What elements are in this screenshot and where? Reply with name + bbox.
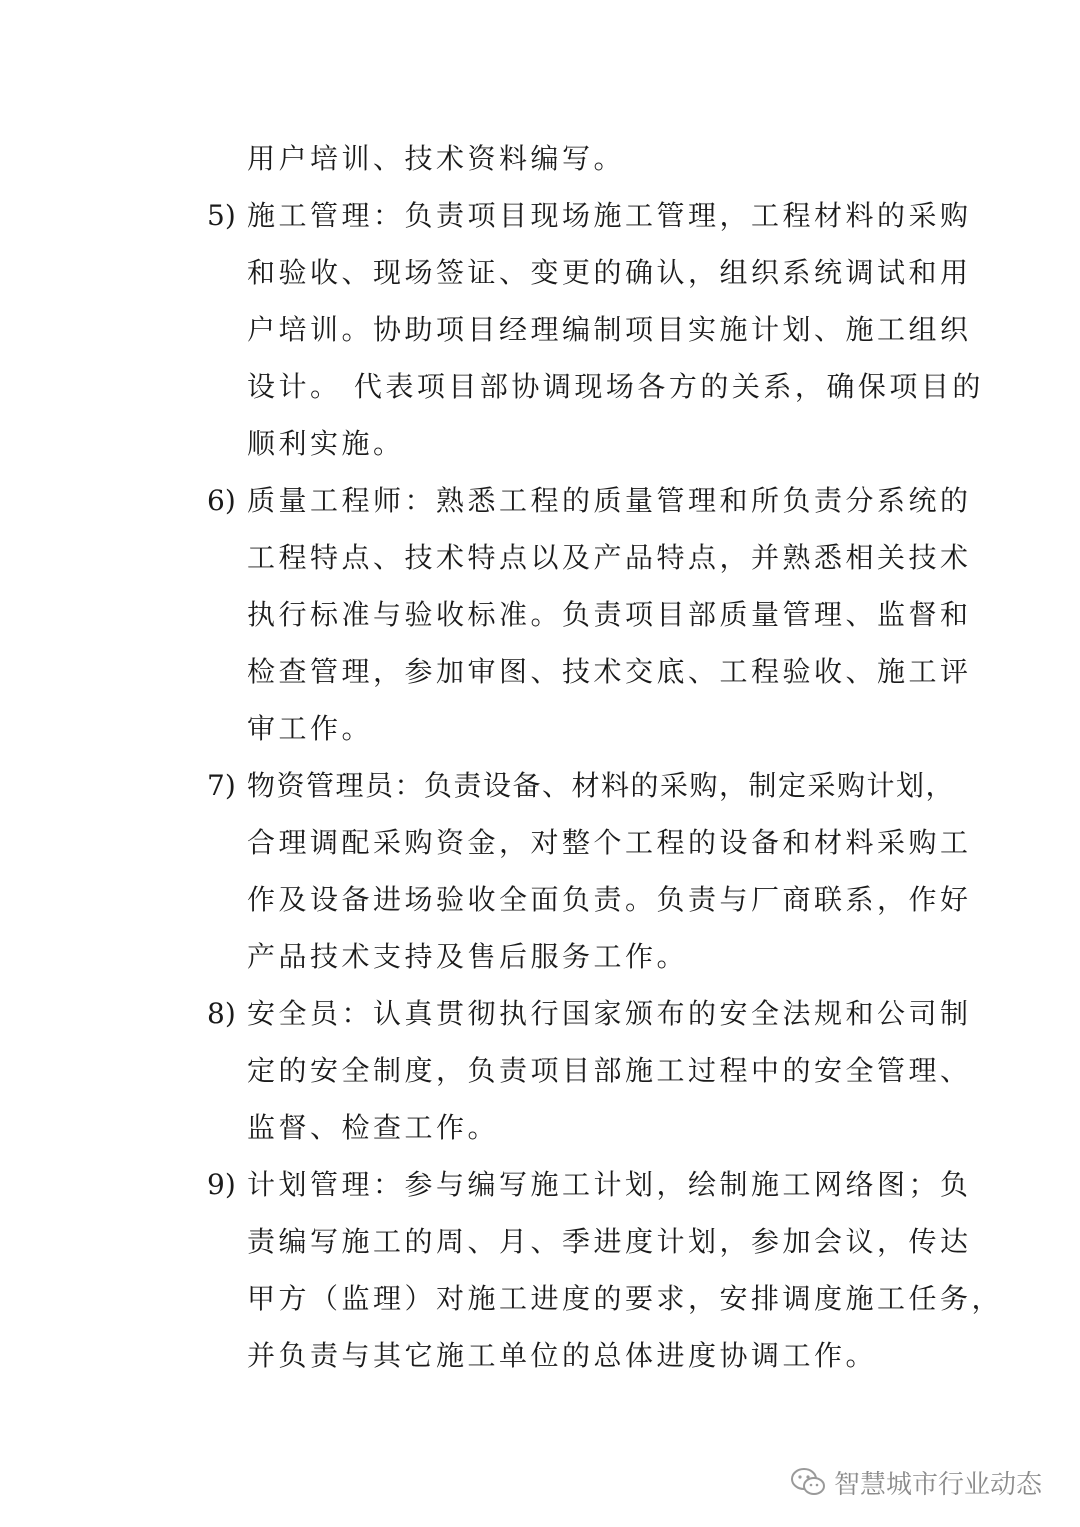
text-line: 施工管理：负责项目现场施工管理，工程材料的采购 — [247, 199, 972, 232]
list-number: 7) — [207, 769, 236, 802]
text-line: 产品技术支持及售后服务工作。 — [247, 940, 689, 973]
text-line: 责编写施工的周、月、季进度计划，参加会议，传达 — [247, 1225, 972, 1258]
text-line: 和验收、现场签证、变更的确认，组织系统调试和用 — [247, 256, 972, 289]
list-number: 6) — [207, 484, 236, 517]
text-line: 设计。 代表项目部协调现场各方的关系，确保项目的 — [247, 370, 984, 403]
text-line: 计划管理：参与编写施工计划，绘制施工网络图；负 — [247, 1168, 972, 1201]
text-line: 用户培训、技术资料编写。 — [247, 142, 626, 175]
list-number: 9) — [207, 1168, 236, 1201]
watermark — [790, 1462, 1042, 1502]
text-line: 安全员：认真贯彻执行国家颁布的安全法规和公司制 — [247, 997, 972, 1030]
watermark-text: 智慧城市行业动态 — [834, 1469, 1043, 1500]
text-line: 户培训。协助项目经理编制项目实施计划、施工组织 — [247, 313, 972, 346]
text-line: 定的安全制度，负责项目部施工过程中的安全管理、 — [247, 1054, 972, 1087]
wechat-icon — [790, 1467, 826, 1497]
text-line: 监督、检查工作。 — [247, 1111, 500, 1144]
text-line: 合理调配采购资金，对整个工程的设备和材料采购工 — [247, 826, 972, 859]
text-line: 物资管理员：负责设备、材料的采购，制定采购计划， — [247, 769, 956, 802]
text-line: 质量工程师：熟悉工程的质量管理和所负责分系统的 — [247, 484, 972, 517]
list-item-6-first-line — [207, 484, 972, 518]
text-line: 执行标准与验收标准。负责项目部质量管理、监督和 — [247, 598, 972, 631]
list-item-5-first-line — [207, 199, 972, 233]
text-line: 工程特点、技术特点以及产品特点，并熟悉相关技术 — [247, 541, 972, 574]
text-line: 审工作。 — [247, 712, 374, 745]
list-item-7-first-line — [207, 769, 955, 803]
text-line: 检查管理，参加审图、技术交底、工程验收、施工评 — [247, 655, 972, 688]
text-line: 顺利实施。 — [247, 427, 405, 460]
text-line: 作及设备进场验收全面负责。负责与厂商联系，作好 — [247, 883, 972, 916]
list-item-8-first-line — [207, 997, 972, 1031]
list-number: 5) — [207, 199, 236, 232]
list-item-9-first-line — [207, 1168, 972, 1202]
text-line: 并负责与其它施工单位的总体进度协调工作。 — [247, 1339, 878, 1372]
list-number: 8) — [207, 997, 236, 1030]
text-line: 甲方（监理）对施工进度的要求，安排调度施工任务， — [247, 1282, 1004, 1315]
